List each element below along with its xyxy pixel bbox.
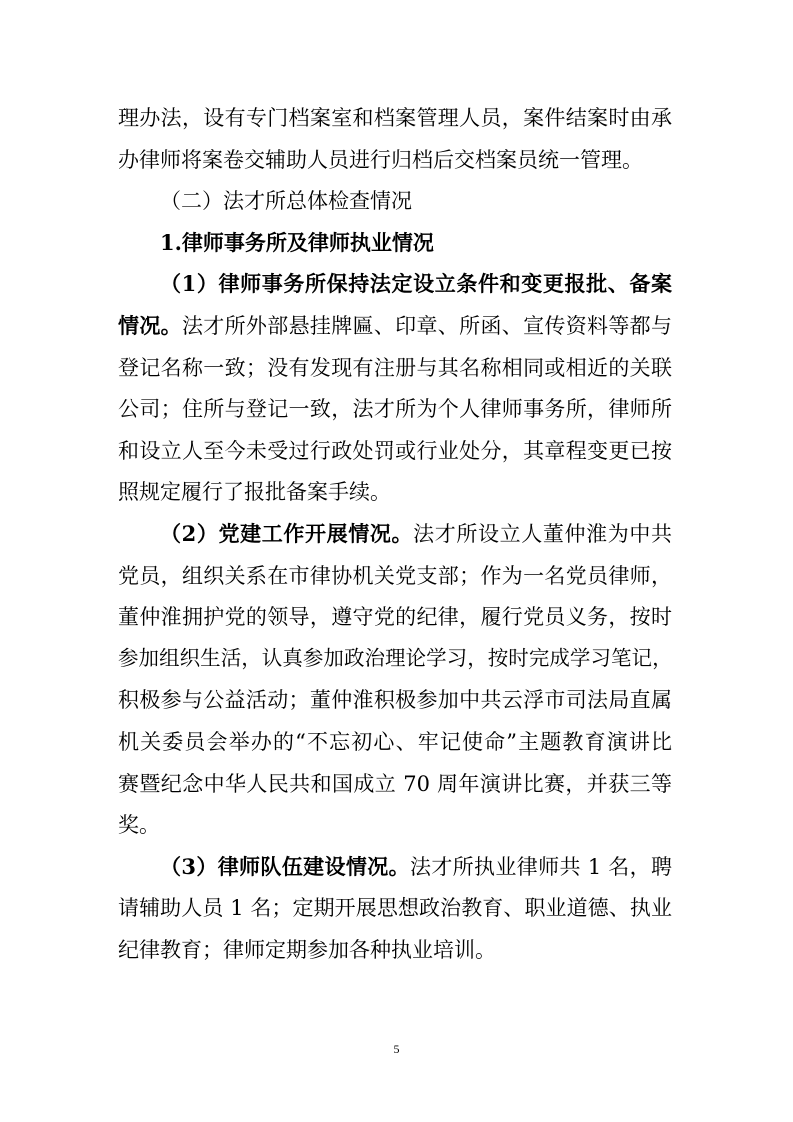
text-line — [118, 139, 672, 181]
bold-run: 1.律师事务所及律师执业情况 — [160, 229, 434, 255]
text-line — [118, 513, 672, 555]
page-number: 5 — [393, 1042, 400, 1056]
text-run: 法才所执业律师共 1 名，聘 — [409, 854, 672, 879]
bold-run: （1）律师事务所保持法定设立条件和变更报批、备案 — [160, 271, 672, 297]
text-run: 积极参与公益活动；董仲淮积极参加中共云浮市司法局直属 — [118, 688, 672, 713]
text-line — [118, 263, 672, 305]
subsection-heading — [118, 222, 672, 264]
text-run: 纪律教育；律师定期参加各种执业培训。 — [118, 937, 496, 962]
text-run: 法才所外部悬挂牌匾、印章、所函、宣传资料等都与 — [181, 313, 672, 338]
text-line — [118, 555, 672, 597]
text-run: 机关委员会举办的“不忘初心、牢记使命”主题教育演讲比 — [118, 729, 672, 754]
text-run: 董仲淮拥护党的领导，遵守党的纪律，履行党员义务，按时 — [118, 605, 672, 630]
text-line — [118, 929, 672, 971]
text-run: 法才所设立人董仲淮为中共 — [413, 521, 672, 546]
text-line — [118, 679, 672, 721]
text-line — [118, 97, 672, 139]
section-heading — [118, 180, 672, 222]
text-run: 办律师将案卷交辅助人员进行归档后交档案员统一管理。 — [118, 147, 643, 172]
text-run: 党员，组织关系在市律协机关党支部；作为一名党员律师， — [118, 563, 672, 588]
bold-run: （2）党建工作开展情况。 — [160, 520, 414, 546]
text-line — [118, 347, 672, 389]
text-line — [118, 471, 672, 513]
text-line — [118, 721, 672, 763]
text-run: （二）法才所总体检查情况 — [160, 189, 412, 214]
text-run: 登记名称一致；没有发现有注册与其名称相同或相近的关联 — [118, 355, 672, 380]
text-run: 请辅助人员 1 名；定期开展思想政治教育、职业道德、执业 — [118, 896, 672, 921]
text-line — [118, 846, 672, 888]
text-run: 参加组织生活，认真参加政治理论学习，按时完成学习笔记， — [118, 645, 672, 670]
text-run: 照规定履行了报批备案手续。 — [118, 480, 391, 505]
text-line — [118, 887, 672, 929]
text-run: 理办法，设有专门档案室和档案管理人员，案件结案时由承 — [118, 106, 672, 130]
text-line — [118, 305, 672, 347]
text-run: 和设立人至今未受过行政处罚或行业处分，其章程变更已按 — [118, 438, 672, 463]
document-body — [118, 97, 672, 970]
bold-run: （3）律师队伍建设情况。 — [160, 853, 410, 879]
text-line — [118, 430, 672, 472]
text-line — [118, 804, 672, 846]
text-line — [118, 638, 672, 680]
text-line — [118, 388, 672, 430]
text-run: 公司；住所与登记一致，法才所为个人律师事务所，律师所 — [118, 397, 672, 422]
text-line — [118, 763, 672, 805]
text-run: 奖。 — [118, 813, 160, 838]
text-line — [118, 596, 672, 638]
bold-run: 情况。 — [118, 312, 182, 338]
text-run: 赛暨纪念中华人民共和国成立 70 周年演讲比赛，并获三等 — [118, 771, 672, 796]
